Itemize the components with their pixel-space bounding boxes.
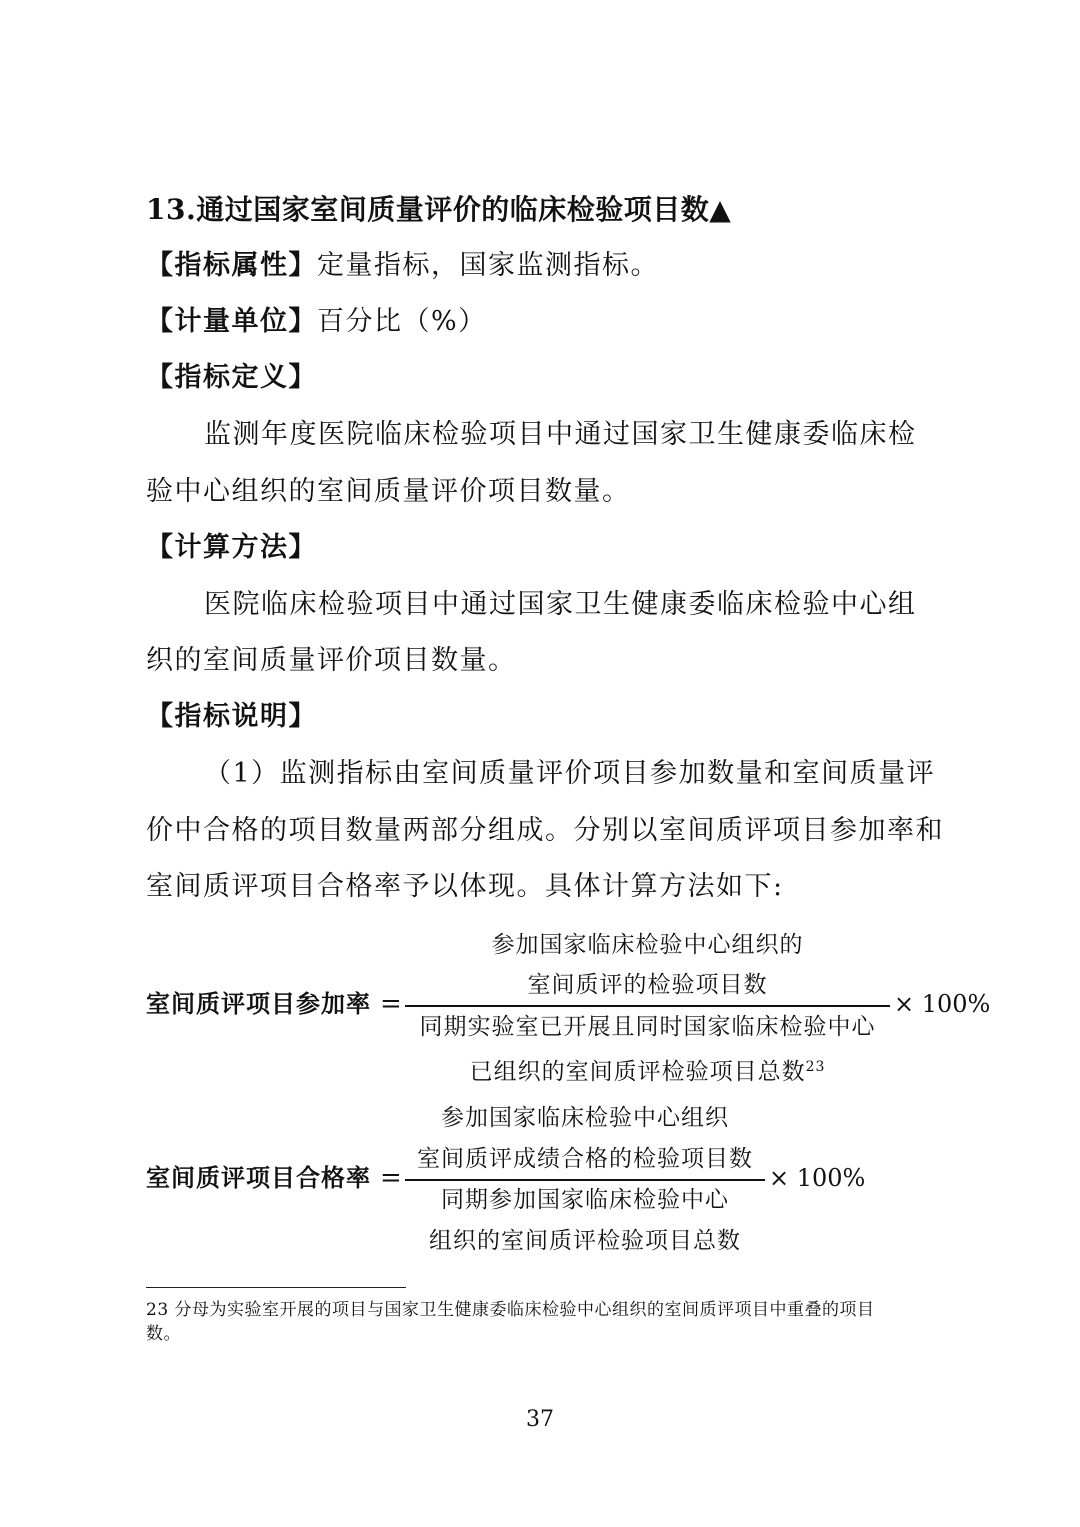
formula-1-denominator-1: 同期实验室已开展且同时国家临床检验中心 — [419, 1014, 876, 1040]
footnote-line-1: 23 分母为实验室开展的项目与国家卫生健康委临床检验中心组织的室间质评项目中重叠的项目 — [146, 1300, 875, 1320]
formula-1-numerator-2: 室间质评的检验项目数 — [527, 972, 768, 998]
formula-2-numerator-1: 参加国家临床检验中心组织 — [441, 1105, 729, 1131]
formula-1-denominator-2: 已组织的室间质评检验项目总数$^{23}$ — [469, 1059, 826, 1085]
explain-line-3: 室间质评项目合格率予以体现。具体计算方法如下: — [146, 871, 784, 902]
formula-1-fraction-bar — [405, 1005, 890, 1007]
unit-label: 【计量单位】 — [146, 306, 317, 337]
definition-line-1: 监测年度医院临床检验项目中通过国家卫生健康委临床检 — [204, 419, 917, 450]
formula-participation-rate — [0, 925, 1080, 1085]
footnote-line-2: 数。 — [146, 1324, 181, 1344]
explain-line-2: 价中合格的项目数量两部分组成。分别以室间质评项目参加率和 — [146, 815, 944, 846]
indicator-attribute — [146, 246, 659, 286]
formula-2-fraction-bar — [405, 1179, 765, 1181]
formula-1-label: 室间质评项目参加率 — [146, 989, 371, 1018]
formula-pass-rate — [0, 1098, 1080, 1258]
footnote-ref-23[interactable]: 23 — [805, 1059, 826, 1075]
formula-1-equals: = — [380, 989, 402, 1019]
attribute-text: 定量指标，国家监测指标。 — [317, 250, 659, 281]
section-heading: 13.通过国家室间质量评价的临床检验项目数▲ — [146, 193, 732, 226]
explain-line-1: （1）监测指标由室间质量评价项目参加数量和室间质量评 — [204, 758, 936, 789]
measurement-unit — [146, 302, 487, 342]
page-number: 37 — [526, 1407, 554, 1432]
formula-2-denominator-2: 组织的室间质评检验项目总数 — [429, 1228, 741, 1254]
unit-text: 百分比（%） — [317, 306, 487, 337]
formula-2-multiplier: × 100% — [769, 1164, 866, 1192]
formula-2-label: 室间质评项目合格率 — [146, 1163, 371, 1192]
formula-2-denominator-1: 同期参加国家临床检验中心 — [441, 1187, 729, 1213]
definition-label: 【指标定义】 — [146, 362, 317, 393]
formula-1-numerator-1: 参加国家临床检验中心组织的 — [491, 932, 804, 958]
definition-line-2: 验中心组织的室间质量评价项目数量。 — [146, 476, 631, 507]
formula-2-numerator-2: 室间质评成绩合格的检验项目数 — [417, 1146, 753, 1172]
method-line-2: 织的室间质量评价项目数量。 — [146, 645, 517, 676]
footnote-divider — [146, 1287, 406, 1288]
method-line-1: 医院临床检验项目中通过国家卫生健康委临床检验中心组 — [204, 589, 917, 620]
formula-1-multiplier: × 100% — [894, 990, 991, 1018]
method-label: 【计算方法】 — [146, 532, 317, 563]
attribute-label: 【指标属性】 — [146, 250, 317, 281]
explain-label: 【指标说明】 — [146, 701, 317, 732]
formula-2-equals: = — [380, 1163, 402, 1193]
